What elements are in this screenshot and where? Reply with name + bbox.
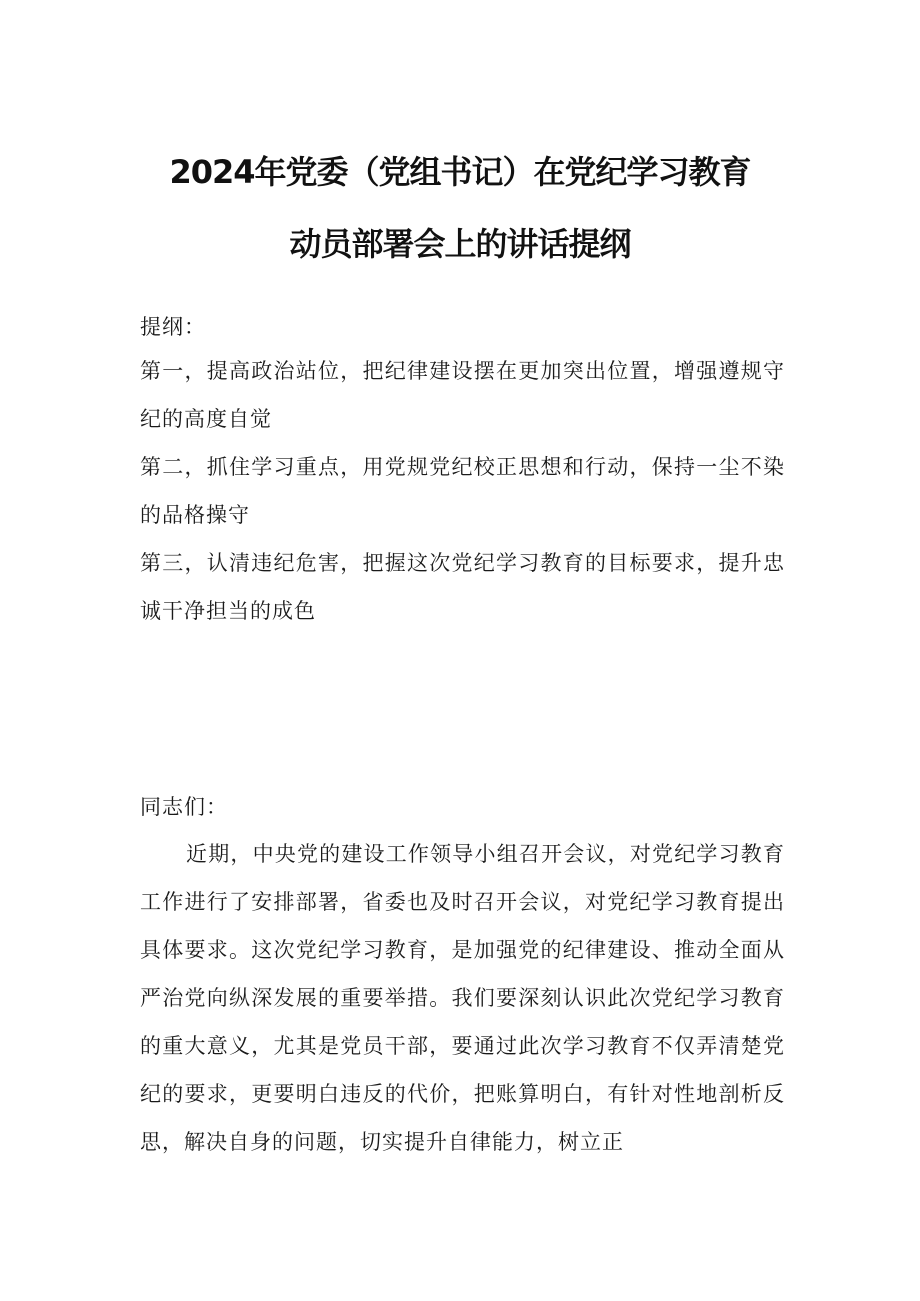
body-paragraph: 近期，中央党的建设工作领导小组召开会议，对党纪学习教育工作进行了安排部署，省委也及时召开会议，对党纪学习教育提出具体要求。这次党纪学习教育，是加强党的纪律建设、推动全面从严治党向纵深发展的重要举措。我们要深刻认识此次党纪学习教育的重大意义，尤其是党员干部，要通过此次学习教育不仅弄清楚党纪的要求，更要明白违反的代价，把账算明白，有针对性地剖析反思，解决自身的问题，切实提升自律能力，树立正 bbox=[140, 842, 785, 1154]
document-title-line-2: 动员部署会上的讲话提纲 bbox=[289, 225, 631, 263]
document-title-line-1: 2024年党委（党组书记）在党纪学习教育 bbox=[169, 153, 751, 191]
greeting: 同志们： bbox=[140, 795, 228, 819]
outline-label: 提纲： bbox=[140, 315, 206, 339]
outline-item-3: 第三，认清违纪危害，把握这次党纪学习教育的目标要求，提升忠诚干净担当的成色 bbox=[140, 551, 785, 623]
outline-item-2: 第二，抓住学习重点，用党规党纪校正思想和行动，保持一尘不染的品格操守 bbox=[140, 455, 785, 527]
outline-item-1: 第一，提高政治站位，把纪律建设摆在更加突出位置，增强遵规守纪的高度自觉 bbox=[140, 359, 785, 431]
